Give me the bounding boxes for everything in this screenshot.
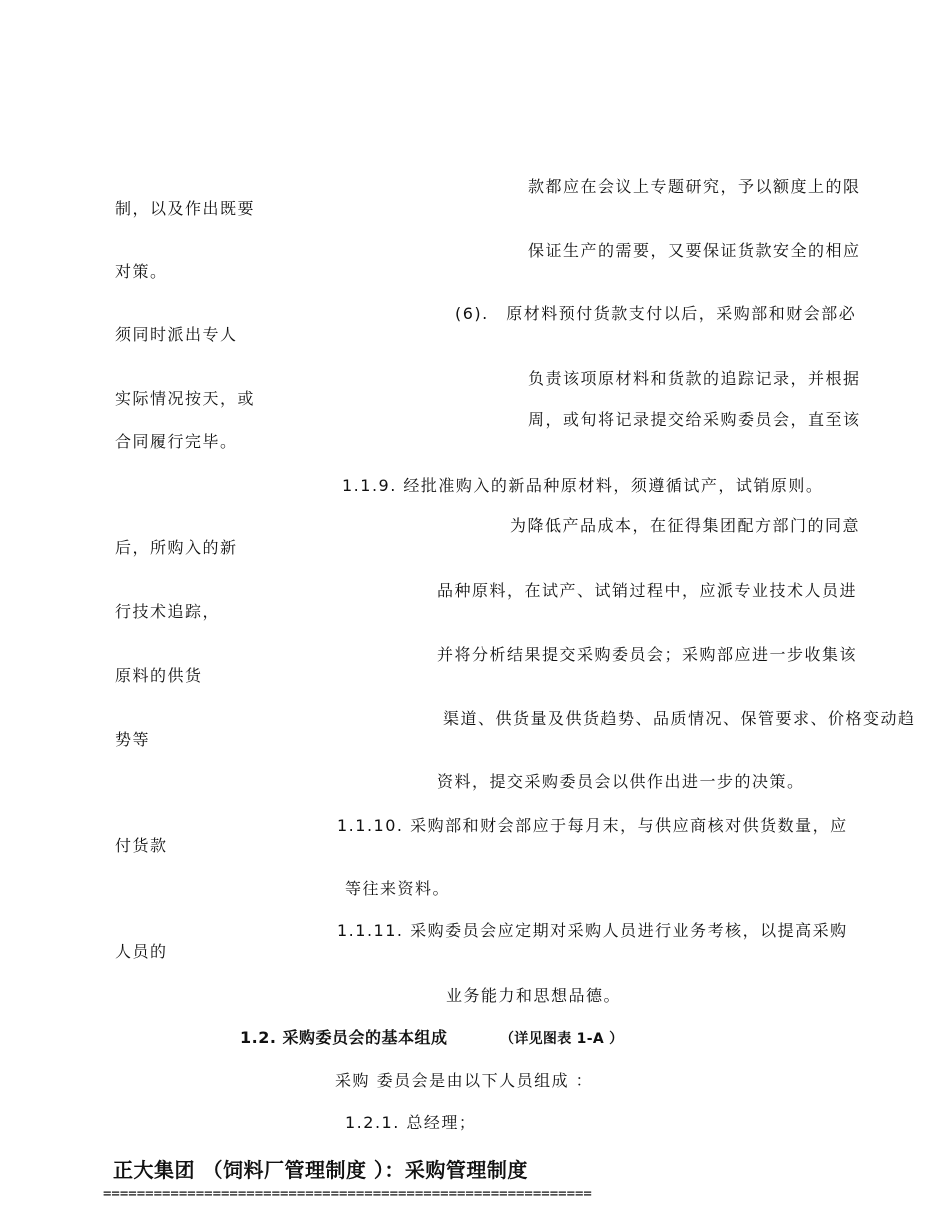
intro-line: 采购 委员会是由以下人员组成 ：: [335, 1071, 594, 1090]
text-line: 渠道、供货量及供货趋势、品质情况、保管要求、价格变动趋: [443, 709, 916, 728]
footer-divider: ==========================================================: [103, 1186, 592, 1202]
section-heading: 1.2. 采购委员会的基本组成: [240, 1028, 448, 1047]
section-note: （详见图表 1-A ）: [500, 1031, 624, 1047]
list-item: 1.2.1. 总经理；: [345, 1113, 477, 1132]
clause-1-1-11: 1.1.11. 采购委员会应定期对采购人员进行业务考核，以提高采购: [337, 921, 848, 940]
text-fragment: 行技术追踪，: [115, 602, 221, 621]
text-fragment: 付货款: [115, 836, 168, 855]
text-line: 业务能力和思想品德。: [446, 986, 622, 1005]
text-fragment: 原料的供货: [115, 666, 203, 685]
footer-title: 正大集团 （饲料厂管理制度 ）：采购管理制度: [113, 1158, 528, 1182]
text-line: 并将分析结果提交采购委员会；采购部应进一步收集该: [437, 645, 858, 664]
text-line: 周，或旬将记录提交给采购委员会，直至该: [528, 410, 861, 429]
text-line: 品种原料，在试产、试销过程中，应派专业技术人员进: [437, 581, 858, 600]
text-line: (6). 原材料预付货款支付以后，采购部和财会部必: [455, 304, 857, 323]
text-line: 等往来资料。: [345, 879, 451, 898]
text-fragment: 后，所购入的新: [115, 538, 238, 557]
text-line: 资料，提交采购委员会以供作出进一步的决策。: [437, 772, 805, 791]
text-fragment: 势等: [115, 730, 151, 749]
clause-1-1-10: 1.1.10. 采购部和财会部应于每月末，与供应商核对供货数量，应: [337, 816, 848, 835]
text-fragment: 人员的: [115, 942, 168, 961]
clause-1-1-9: 1.1.9. 经批准购入的新品种原材料，须遵循试产，试销原则。: [342, 476, 824, 495]
text-fragment: 合同履行完毕。: [115, 432, 238, 451]
text-fragment: 实际情况按天，或: [115, 389, 256, 408]
text-fragment: 须同时派出专人: [115, 325, 238, 344]
text-fragment: 制，以及作出既要: [115, 199, 256, 218]
text-line: 为降低产品成本，在征得集团配方部门的同意: [510, 516, 861, 535]
text-fragment: 对策。: [115, 262, 168, 281]
text-line: 保证生产的需要，又要保证货款安全的相应: [528, 241, 861, 260]
text-line: 款都应在会议上专题研究，予以额度上的限: [528, 177, 861, 196]
text-line: 负责该项原材料和货款的追踪记录，并根据: [528, 369, 861, 388]
